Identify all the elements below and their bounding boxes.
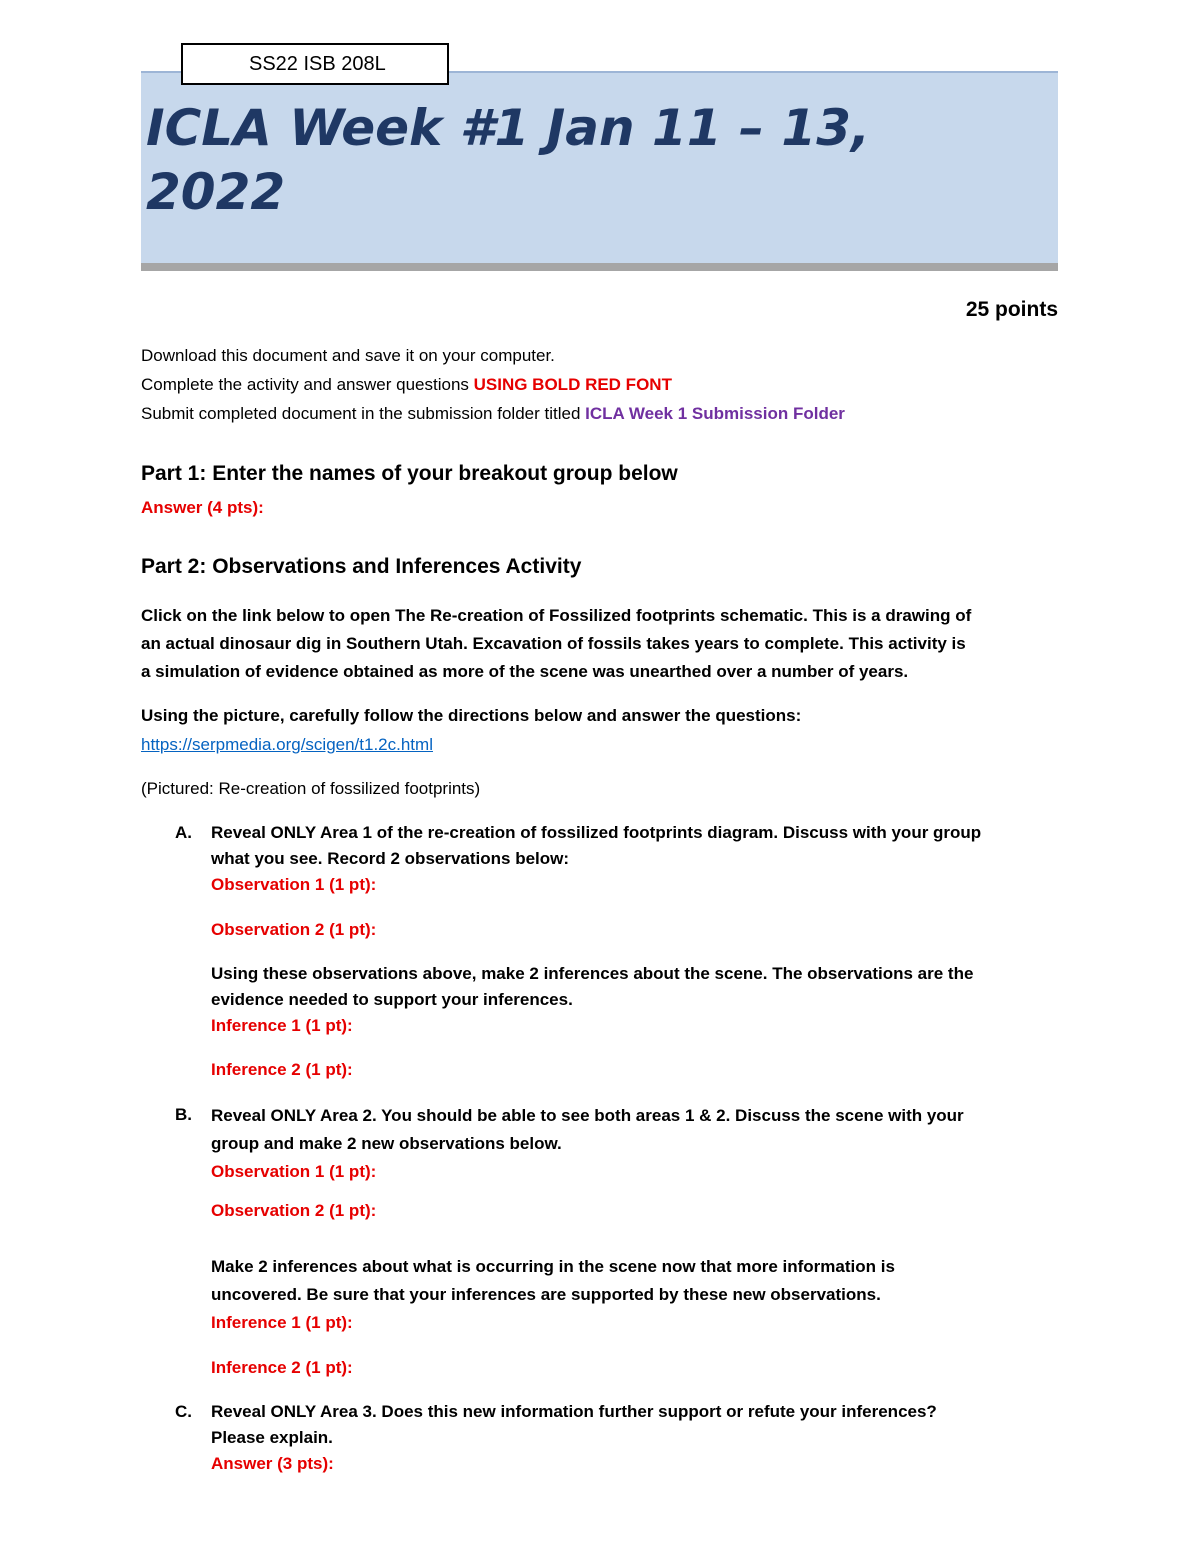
item-b-inference-2: Inference 2 (1 pt): [211, 1358, 353, 1377]
instruction-complete [141, 375, 672, 395]
item-a-inference-prompt-line-2: evidence needed to support your inferences. [211, 990, 573, 1009]
item-c-prompt-line-1: Reveal ONLY Area 3. Does this new information further support or refute your inferences? [211, 1402, 937, 1421]
part2-heading: Part 2: Observations and Inferences Activity [141, 555, 582, 578]
part1-answer-label: Answer (4 pts): [141, 498, 264, 517]
item-b-observation-1: Observation 1 (1 pt): [211, 1162, 377, 1181]
item-a-observation-1: Observation 1 (1 pt): [211, 875, 377, 894]
item-c-answer-label: Answer (3 pts): [211, 1454, 334, 1473]
part2-directions: Using the picture, carefully follow the directions below and answer the questions: [141, 706, 802, 725]
item-a-prompt-line-2: what you see. Record 2 observations below: [211, 849, 570, 868]
item-a-marker: A. [175, 823, 192, 842]
item-a-prompt [211, 820, 1071, 872]
schematic-link[interactable]: https://serpmedia.org/scigen/t1.2c.html [141, 735, 433, 754]
course-tag-box [181, 43, 449, 85]
item-b-observation-2: Observation 2 (1 pt): [211, 1201, 377, 1220]
page-title [146, 96, 1046, 224]
item-b-inference-prompt-line-2: uncovered. Be sure that your inferences are supported by these new observations. [211, 1285, 881, 1304]
item-b-inference-prompt [211, 1253, 1071, 1309]
item-b-prompt [211, 1102, 1071, 1158]
item-a-inference-1: Inference 1 (1 pt): [211, 1016, 353, 1035]
submission-folder-name: ICLA Week 1 Submission Folder [585, 404, 845, 423]
title-line-2: 2022 [146, 163, 286, 221]
item-a-inference-prompt [211, 961, 1071, 1013]
instruction-complete-text: Complete the activity and answer questions [141, 375, 474, 394]
item-b-marker: B. [175, 1105, 192, 1124]
item-c-prompt-line-2: Please explain. [211, 1428, 333, 1447]
item-b-inference-prompt-line-1: Make 2 inferences about what is occurring in the scene now that more information is [211, 1257, 895, 1276]
item-b-prompt-line-2: group and make 2 new observations below. [211, 1134, 562, 1153]
item-a-inference-prompt-line-1: Using these observations above, make 2 inferences about the scene. The observations are the [211, 964, 974, 983]
item-c-prompt [211, 1399, 1071, 1451]
title-line-1: ICLA Week #1 Jan 11 – 13, [146, 99, 870, 157]
item-b-inference-1: Inference 1 (1 pt): [211, 1313, 353, 1332]
item-c-marker: C. [175, 1402, 192, 1421]
banner-rule [141, 263, 1058, 271]
instruction-submit [141, 404, 845, 424]
pictured-caption: (Pictured: Re-creation of fossilized footprints) [141, 779, 481, 798]
part2-intro-line-1: Click on the link below to open The Re-creation of Fossilized footprints schematic. This is a drawing of [141, 606, 972, 625]
instruction-red-font: USING BOLD RED FONT [473, 375, 672, 394]
instruction-download: Download this document and save it on your computer. [141, 346, 555, 365]
instruction-submit-text: Submit completed document in the submission folder titled [141, 404, 586, 423]
part2-intro-line-3: a simulation of evidence obtained as more of the scene was unearthed over a number of years. [141, 662, 909, 681]
part1-heading: Part 1: Enter the names of your breakout group below [141, 462, 678, 485]
item-a-inference-2: Inference 2 (1 pt): [211, 1060, 353, 1079]
points-total: 25 points [965, 298, 1058, 321]
course-tag: SS22 ISB 208L [249, 53, 386, 75]
part2-intro [141, 602, 1061, 686]
part2-intro-line-2: an actual dinosaur dig in Southern Utah. Excavation of fossils takes years to complete. This activity is [141, 634, 966, 653]
item-b-prompt-line-1: Reveal ONLY Area 2. You should be able to see both areas 1 & 2. Discuss the scene with your [211, 1106, 964, 1125]
item-a-prompt-line-1: Reveal ONLY Area 1 of the re-creation of fossilized footprints diagram. Discuss with your group [211, 823, 982, 842]
item-a-observation-2: Observation 2 (1 pt): [211, 920, 377, 939]
